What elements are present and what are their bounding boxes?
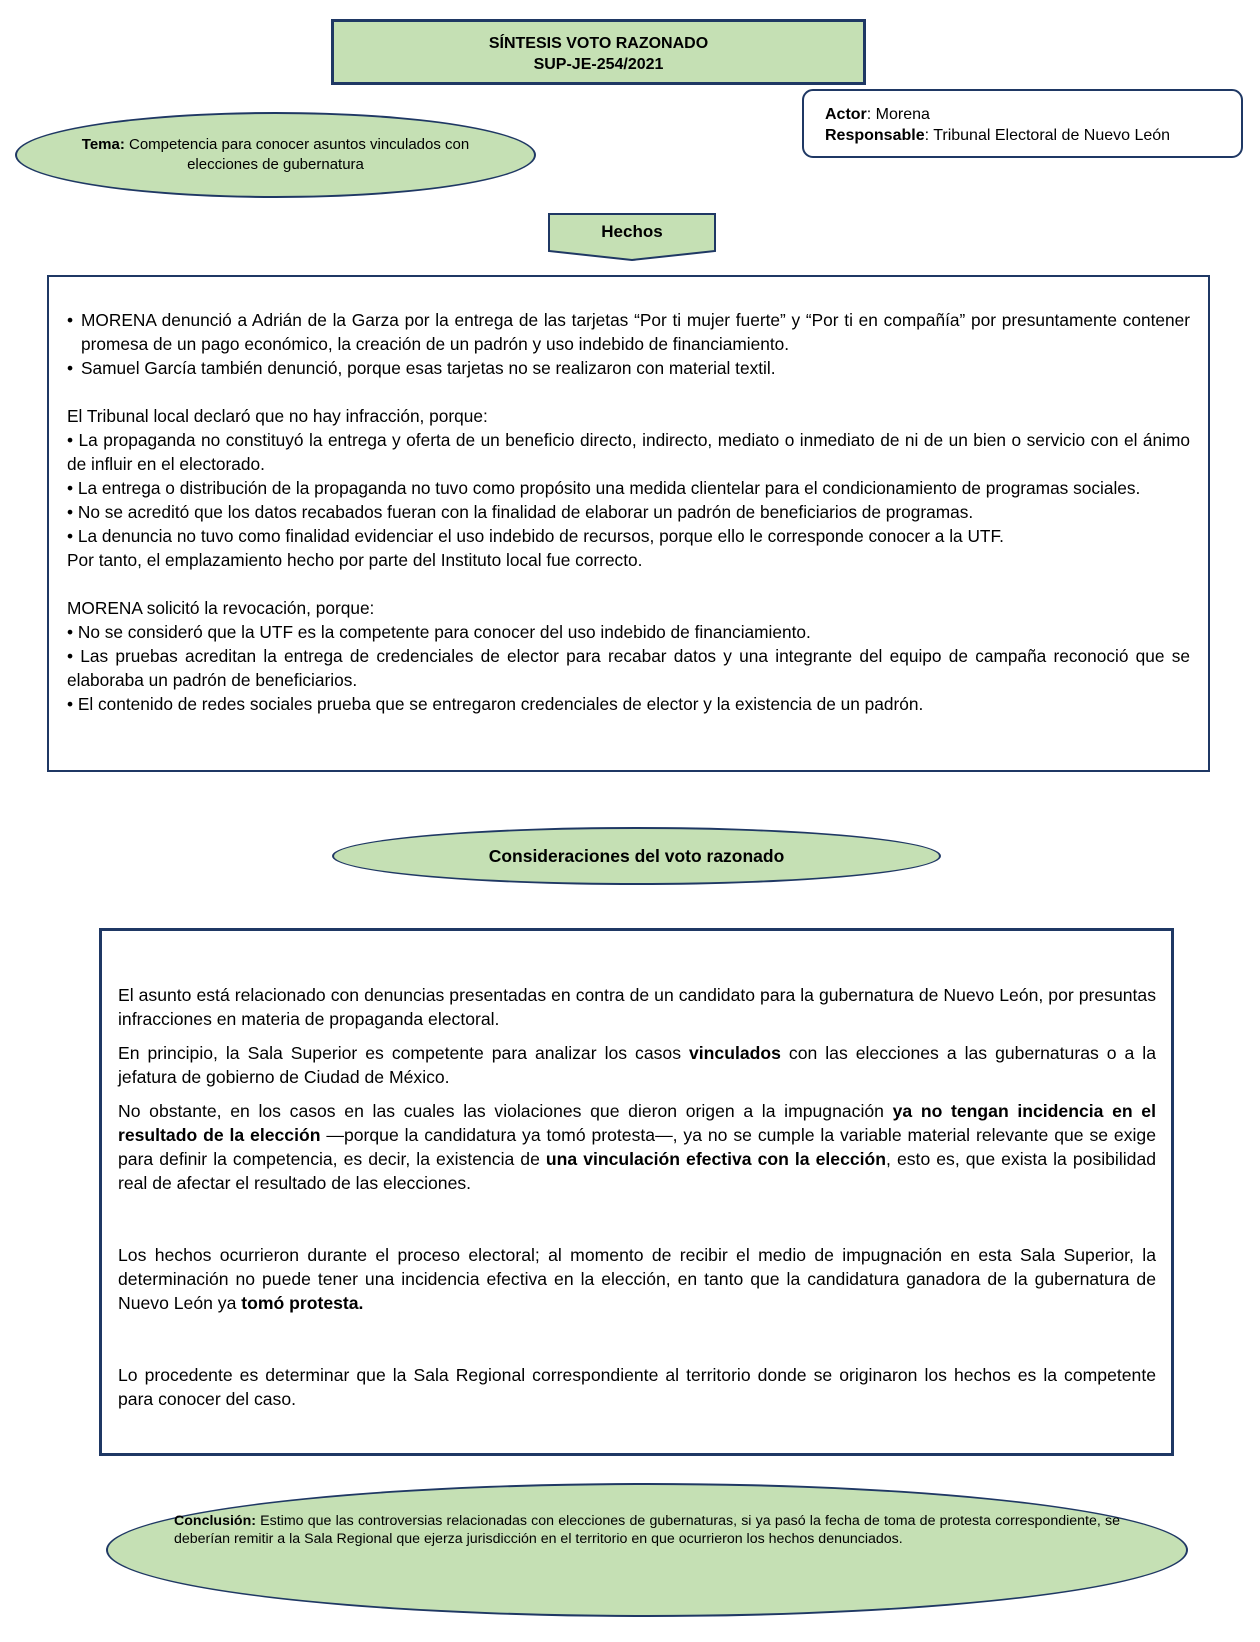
consideracion-paragraph: Lo procedente es determinar que la Sala Regional correspondiente al territorio donde se originaron los hechos es la competente para conocer del caso. — [118, 1365, 1156, 1409]
conclusion-text: Estimo que las controversias relacionadas con elecciones de gubernaturas, si ya pasó la fecha de toma de protesta correspondiente, se deberían remitir a la Sala Regional que ejerza jurisdicción en el territorio en que ocurrieron los hechos denunciados. — [174, 1513, 1120, 1547]
hechos-bullet-text: MORENA denunció a Adrián de la Garza por la entrega de las tarjetas “Por ti mujer fuerte” y “Por ti en compañía” por presuntamente contener promesa de un pago económico, la creación de un padrón y uso indebido de financiamiento. — [81, 310, 1190, 354]
tribunal-item: • No se acreditó que los datos recabados fueran con la finalidad de elaborar un padrón de beneficiarios de programas. — [67, 502, 974, 522]
actor-line — [825, 104, 1241, 125]
hechos-bullet — [67, 356, 1190, 380]
conclusion-oval — [106, 1483, 1188, 1617]
morena-item: • No se consideró que la UTF es la competente para conocer del uso indebido de financiamiento. — [67, 622, 811, 642]
bullet-dot-icon: • — [67, 310, 74, 330]
consideracion-paragraph: No obstante, en los casos en las cuales las violaciones que dieron origen a la impugnación ya no tengan incidencia en el resultado de la elección —porque la candidatura ya tomó protesta—, ya no se cumple la variable material relevante que se exige para definir la competencia, es decir, la existencia de una vinculación efectiva con la elección, esto es, que exista la posibilidad real de afectar el resultado de las elecciones. — [118, 1101, 1157, 1193]
morena-intro: MORENA solicitó la revocación, porque: — [67, 598, 375, 618]
hechos-bullet-text: Samuel García también denunció, porque esas tarjetas no se realizaron con material textil. — [81, 358, 776, 378]
tribunal-conclusion: Por tanto, el emplazamiento hecho por parte del Instituto local fue correcto. — [67, 550, 643, 570]
hechos-label: Hechos — [601, 222, 663, 241]
tema-text: Competencia para conocer asuntos vinculados con elecciones de gubernatura — [124, 136, 470, 173]
morena-item: • El contenido de redes sociales prueba que se entregaron credenciales de elector y la existencia de un padrón. — [67, 694, 924, 714]
consideracion-paragraph: Los hechos ocurrieron durante el proceso electoral; al momento de recibir el medio de impugnación en esta Sala Superior, la determinación no puede tener una incidencia efectiva en la elección, en tanto que la candidatura ganadora de la gubernatura de Nuevo León ya tomó protesta. — [118, 1245, 1156, 1313]
consideracion-paragraph: El asunto está relacionado con denuncias presentadas en contra de un candidato para la gubernatura de Nuevo León, por presuntas infracciones en materia de propaganda electoral. — [118, 985, 1156, 1029]
actor-value: : Morena — [866, 106, 930, 123]
bullet-dot-icon: • — [67, 358, 74, 378]
consideraciones-label: Consideraciones del voto razonado — [488, 846, 785, 866]
consideraciones-box — [99, 928, 1174, 1456]
tribunal-intro: El Tribunal local declaró que no hay infracción, porque: — [67, 406, 488, 426]
conclusion-label: Conclusión: — [174, 1513, 256, 1529]
document-title: SÍNTESIS VOTO RAZONADO — [488, 35, 709, 52]
tema-label: Tema: — [81, 136, 125, 153]
morena-item: • Las pruebas acreditan la entrega de credenciales de elector para recabar datos y una integrante del equipo de campaña reconoció que se elaboraba un padrón de beneficiarios. — [67, 646, 1190, 690]
consideraciones-oval — [332, 827, 941, 885]
responsable-label: Responsable — [825, 127, 925, 144]
title-box — [331, 19, 866, 85]
hechos-tag — [548, 213, 716, 261]
actor-box — [802, 89, 1243, 158]
hechos-box — [47, 275, 1210, 772]
tribunal-item: • La entrega o distribución de la propaganda no tuvo como propósito una medida clientelar para el condicionamiento de programas sociales. — [67, 478, 1141, 498]
actor-label: Actor — [825, 106, 867, 123]
responsable-line — [825, 125, 1241, 146]
responsable-value: : Tribunal Electoral de Nuevo León — [924, 127, 1171, 144]
tribunal-item: • La denuncia no tuvo como finalidad evidenciar el uso indebido de recursos, porque ello le corresponde conocer a la UTF. — [67, 526, 1004, 546]
tema-oval — [15, 112, 536, 198]
tribunal-item: • La propaganda no constituyó la entrega y oferta de un beneficio directo, indirecto, mediato o inmediato de ni de un bien o servicio con el ánimo de influir en el electorado. — [67, 430, 1190, 474]
consideracion-paragraph: En principio, la Sala Superior es competente para analizar los casos vinculados con las elecciones a las gubernaturas o a la jefatura de gobierno de Ciudad de México. — [118, 1043, 1157, 1087]
case-number: SUP-JE-254/2021 — [533, 56, 664, 73]
hechos-bullet — [67, 308, 1190, 356]
